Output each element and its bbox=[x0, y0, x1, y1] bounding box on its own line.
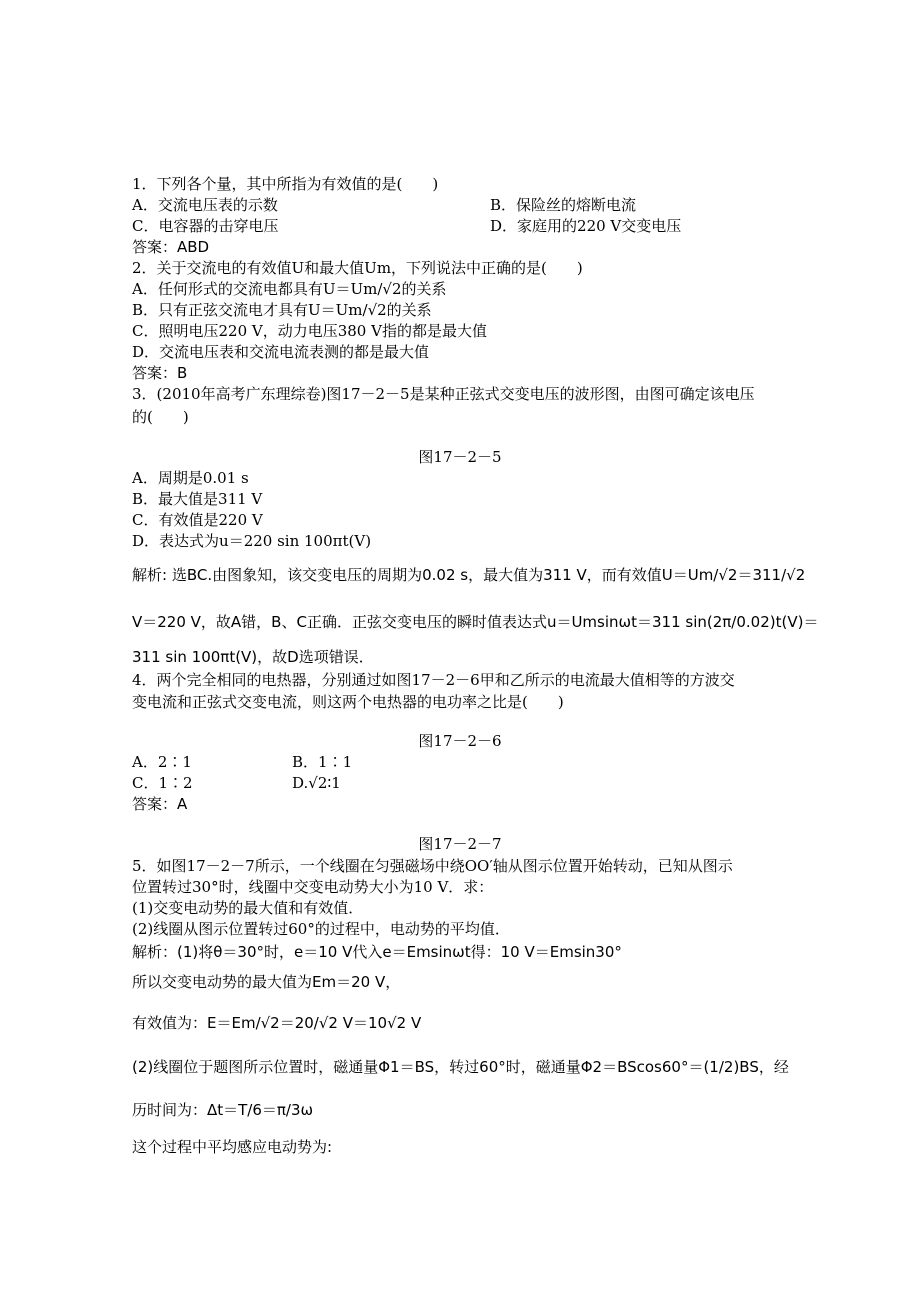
q2-answer: 答案：B bbox=[132, 364, 188, 382]
q1-option-c: C．电容器的击穿电压 bbox=[132, 217, 279, 235]
q2-option-d: D．交流电压表和交流电流表测的都是最大值 bbox=[132, 343, 430, 361]
q5-solution-line5: 历时间为：Δt＝T/6＝π/3ω bbox=[132, 1101, 314, 1119]
q4-option-a: A．2∶1 bbox=[132, 753, 192, 771]
q5-solution-line6: 这个过程中平均感应电动势为: bbox=[132, 1138, 333, 1156]
q1-option-b: B．保险丝的熔断电流 bbox=[490, 196, 637, 214]
q5-part2: (2)线圈从图示位置转过60°的过程中，电动势的平均值． bbox=[132, 920, 510, 938]
q4-option-b: B．1∶1 bbox=[292, 753, 353, 771]
q5-solution-line2: 所以交变电动势的最大值为Em＝20 V， bbox=[132, 973, 401, 991]
q5-solution-line3: 有效值为：E＝Em/√2＝20/√2 V＝10√2 V bbox=[132, 1014, 422, 1032]
q3-option-c: C．有效值是220 V bbox=[132, 511, 263, 529]
q4-options-row2 bbox=[132, 773, 341, 793]
q4-option-d: D.√2∶1 bbox=[292, 774, 341, 792]
q3-figure-caption: 图17－2－5 bbox=[418, 448, 502, 466]
q5-stem-line2: 位置转过30°时，线圈中交变电动势大小为10 V．求： bbox=[132, 878, 494, 896]
q3-option-b: B．最大值是311 V bbox=[132, 490, 263, 508]
q2-option-b: B．只有正弦交流电才具有U＝Um/√2的关系 bbox=[132, 301, 432, 319]
q3-solution-line3: 311 sin 100πt(V)，故D选项错误． bbox=[132, 648, 374, 666]
q3-solution-line1: 解析: 选BC.由图象知，该交变电压的周期为0.02 s，最大值为311 V，而有效值U＝Um/√2＝311/√2 bbox=[132, 566, 806, 584]
q3-option-a: A．周期是0.01 s bbox=[132, 469, 249, 487]
q5-stem-line1: 5．如图17－2－7所示，一个线圈在匀强磁场中绕OO′轴从图示位置开始转动，已知从图示 bbox=[132, 857, 733, 875]
q3-solution-line2: V＝220 V，故A错，B、C正确．正弦交变电压的瞬时值表达式u＝Umsinωt＝311 sin(2π/0.02)t(V)＝ bbox=[132, 613, 819, 631]
q5-solution-line4: (2)线圈位于题图所示位置时，磁通量Φ1＝BS，转过60°时，磁通量Φ2＝BScos60°＝(1/2)BS，经 bbox=[132, 1058, 789, 1076]
q1-stem: 1．下列各个量，其中所指为有效值的是( ) bbox=[132, 175, 439, 193]
q4-option-c: C．1∶2 bbox=[132, 774, 193, 792]
q4-options-row1 bbox=[132, 752, 353, 772]
q1-answer: 答案：ABD bbox=[132, 238, 210, 256]
q1-options-row2 bbox=[132, 216, 682, 236]
q1-options-row1 bbox=[132, 195, 637, 215]
q4-figure-caption: 图17－2－6 bbox=[418, 732, 502, 750]
q5-solution-line1: 解析：(1)将θ＝30°时，e＝10 V代入e＝Emsinωt得：10 V＝Emsin30° bbox=[132, 943, 622, 961]
q5-figure-caption: 图17－2－7 bbox=[418, 835, 502, 853]
q3-stem-line1: 3．(2010年高考广东理综卷)图17－2－5是某种正弦式交变电压的波形图，由图可确定该电压 bbox=[132, 385, 755, 403]
q1-option-a: A．交流电压表的示数 bbox=[132, 196, 278, 214]
q3-stem-line2: 的( ) bbox=[132, 408, 189, 426]
q1-option-d: D．家庭用的220 V交变电压 bbox=[490, 217, 682, 235]
q4-stem-line2: 变电流和正弦式交变电流，则这两个电热器的电功率之比是( ) bbox=[132, 693, 564, 711]
q4-answer: 答案：A bbox=[132, 795, 188, 813]
q5-part1: (1)交变电动势的最大值和有效值． bbox=[132, 899, 364, 917]
q4-stem-line1: 4．两个完全相同的电热器，分别通过如图17－2－6甲和乙所示的电流最大值相等的方波交 bbox=[132, 671, 735, 689]
q3-option-d: D．表达式为u＝220 sin 100πt(V) bbox=[132, 532, 372, 550]
q2-option-a: A．任何形式的交流电都具有U＝Um/√2的关系 bbox=[132, 280, 447, 298]
q2-stem: 2．关于交流电的有效值U和最大值Um，下列说法中正确的是( ) bbox=[132, 259, 583, 277]
q2-option-c: C．照明电压220 V，动力电压380 V指的都是最大值 bbox=[132, 322, 487, 340]
